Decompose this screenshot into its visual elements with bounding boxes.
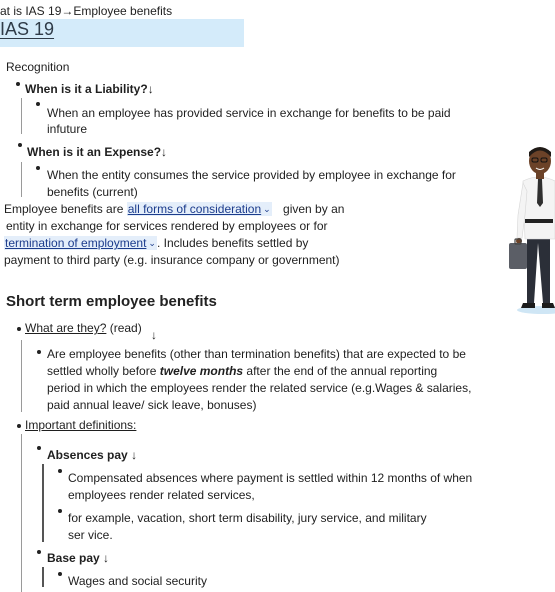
description-line2 — [47, 364, 437, 378]
liability-answer-line1: When an employee has provided service in exchange for benefits to be paid — [47, 106, 451, 120]
description-text: after the end of the annual reporting — [243, 364, 438, 378]
definition-text: . Includes benefits settled by — [156, 236, 309, 250]
arrow-down-icon: ↓ — [103, 551, 110, 565]
arrow-down-icon: ↓ — [131, 448, 138, 462]
briefcase-icon — [509, 243, 527, 269]
link-all-forms-of-consideration[interactable] — [127, 202, 272, 216]
definition-text: Employee benefits are — [4, 202, 127, 216]
liability-question[interactable] — [25, 82, 154, 96]
base-pay-item[interactable] — [47, 551, 109, 565]
bullet — [36, 166, 40, 170]
link-text: termination of employment — [5, 236, 147, 250]
bullet — [16, 82, 20, 86]
emphasis-twelve-months: twelve months — [159, 364, 244, 378]
what-are-they-link[interactable]: What are they? — [25, 321, 107, 335]
trousers — [527, 235, 550, 303]
definition-line4: payment to third party (e.g. insurance company or government) — [4, 253, 340, 267]
absences-example-line2: ser vice. — [68, 528, 113, 542]
absences-example-line1: for example, vacation, short term disability, jury service, and military — [68, 511, 427, 525]
bullet — [17, 327, 21, 331]
chevron-down-icon: ⌄ — [263, 204, 271, 214]
expense-answer-line1: When the entity consumes the service provided by employee in exchange for — [47, 168, 456, 182]
businessman-illustration — [505, 143, 555, 318]
tie — [537, 179, 543, 207]
arrow-down-icon: ↓ — [147, 82, 154, 96]
link-text: all forms of consideration — [127, 202, 262, 216]
bullet — [58, 469, 62, 473]
read-note: (read) — [106, 321, 142, 335]
arrow-down-icon: ↓ — [151, 328, 157, 342]
liability-answer-line2: infuture — [47, 122, 88, 136]
absences-pay-label: Absences pay — [47, 448, 128, 462]
expense-question-text: When is it an Expense? — [27, 145, 162, 159]
bullet — [36, 102, 40, 106]
what-are-they-item[interactable] — [25, 321, 142, 335]
absences-detail-line2: employees render related services, — [68, 488, 255, 502]
bullet — [37, 350, 41, 354]
important-definitions-link[interactable]: Important definitions: — [25, 418, 137, 432]
bullet — [17, 424, 21, 428]
definition-line3 — [4, 236, 308, 250]
absences-pay-item[interactable] — [47, 448, 137, 462]
shoe — [542, 303, 555, 308]
description-line3: period in which the employees render the related service (e.g.Wages & salaries, — [47, 381, 472, 395]
liability-question-text: When is it a Liability? — [25, 82, 148, 96]
definition-text: given by an — [279, 202, 345, 216]
tree-line — [42, 464, 44, 542]
description-line4: paid annual leave/ sick leave, bonuses) — [47, 398, 257, 412]
tree-line — [21, 98, 22, 134]
breadcrumb[interactable]: at is IAS 19→Employee benefits — [0, 4, 173, 18]
bullet — [37, 550, 41, 554]
tree-line — [21, 162, 22, 197]
link-termination-of-employment[interactable] — [4, 236, 157, 250]
page-title[interactable]: IAS 19 — [0, 19, 55, 39]
bullet — [58, 572, 62, 576]
bullet — [18, 143, 22, 147]
description-text: settled wholly before — [47, 364, 160, 378]
bullet — [37, 446, 41, 450]
recognition-heading: Recognition — [6, 60, 70, 74]
section-heading-short-term[interactable]: Short term employee benefits — [6, 293, 217, 310]
tree-line — [21, 340, 22, 412]
arrow-down-icon: ↓ — [161, 145, 168, 159]
base-pay-label: Base pay — [47, 551, 100, 565]
belt — [525, 219, 553, 223]
expense-question[interactable] — [27, 145, 167, 159]
tree-line — [21, 434, 22, 592]
absences-detail-line1: Compensated absences where payment is settled within 12 months of when — [68, 471, 473, 485]
shoe — [521, 303, 535, 308]
bullet — [58, 509, 62, 513]
definition-line1 — [4, 202, 344, 216]
description-line1: Are employee benefits (other than termination benefits) that are expected to be — [47, 347, 466, 361]
chevron-down-icon: ⌄ — [148, 238, 156, 248]
base-pay-detail: Wages and social security — [68, 574, 207, 588]
definition-line2: entity in exchange for services rendered by employees or for — [6, 219, 328, 233]
tree-line — [42, 567, 44, 587]
expense-answer-line2: benefits (current) — [47, 185, 138, 199]
